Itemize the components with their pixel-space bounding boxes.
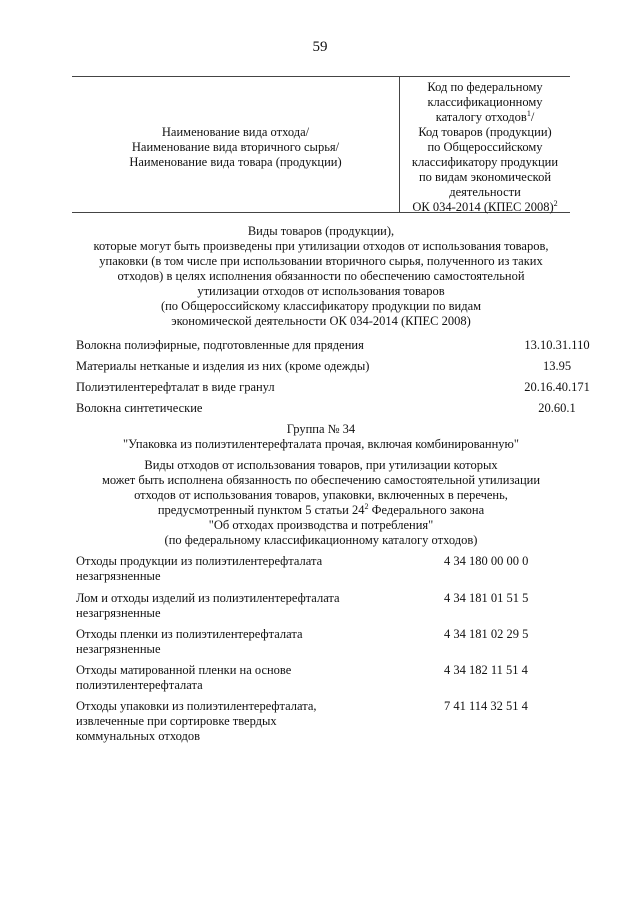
footnote-mark: 1 xyxy=(526,108,531,118)
footnote-mark: 2 xyxy=(364,501,369,511)
waste-name: Отходы матированной пленки на основе полиэтилентерефталата xyxy=(76,663,292,692)
header-top-rule xyxy=(72,76,570,77)
footnote-mark: 2 xyxy=(553,198,558,208)
header-left-line: Наименование вида отхода/ xyxy=(161,125,310,139)
waste-section-heading: Виды отходов от использования товаров, при утилизации которых может быть исполнена обязанность по обеспечению самостоятельной утилизации отходов от использования товаров, упаковки, включенных в перечень, предусмотренный пунктом 5 статьи $24^2$ Федерального закона "Об отходах производства и потребления" (по федеральному классификационному каталогу отходов) xyxy=(101,458,541,547)
header-right-line: Код товаров (продукции) xyxy=(418,125,552,139)
waste-name: Лом и отходы изделий из полиэтилентерефталата незагрязненные xyxy=(76,591,340,620)
header-right-line: классификатору продукции xyxy=(411,155,559,169)
goods-code: 20.60.1 xyxy=(538,401,576,415)
page-number: 59 xyxy=(312,39,328,55)
goods-name: Полиэтилентерефталат в виде гранул xyxy=(76,380,275,394)
header-right-line: по видам экономической xyxy=(418,170,552,184)
waste-name: Отходы продукции из полиэтилентерефталата незагрязненные xyxy=(76,554,323,583)
group-title: Группа № 34 xyxy=(286,422,356,436)
header-right-line: ОК 034-2014 (КПЕС 2008)$^2$ xyxy=(412,198,558,214)
header-right-line: Код по федеральному xyxy=(427,80,543,94)
waste-code: 4 34 181 02 29 5 xyxy=(444,627,529,641)
waste-code: 4 34 180 00 00 0 xyxy=(444,554,529,568)
waste-code: 4 34 182 11 51 4 xyxy=(444,663,528,677)
header-left-line: Наименование вида товара (продукции) xyxy=(129,155,342,169)
group-subtitle: "Упаковка из полиэтилентерефталата прочая, включая комбинированную" xyxy=(123,437,519,451)
goods-name: Волокна полиэфирные, подготовленные для прядения xyxy=(76,338,364,352)
header-right-line: по Общероссийскому xyxy=(427,140,543,154)
header-left-line: Наименование вида вторичного сырья/ xyxy=(131,140,340,154)
header-right-line: классификационному xyxy=(427,95,543,109)
goods-code: 13.95 xyxy=(542,359,572,373)
waste-code: 7 41 114 32 51 4 xyxy=(444,699,528,713)
header-left-column xyxy=(72,125,399,170)
waste-code: 4 34 181 01 51 5 xyxy=(444,591,529,605)
goods-name: Материалы нетканые и изделия из них (кроме одежды) xyxy=(76,359,370,373)
header-right-column xyxy=(400,80,570,215)
goods-name: Волокна синтетические xyxy=(76,401,203,415)
goods-code: 20.16.40.171 xyxy=(524,380,590,394)
header-right-line: деятельности xyxy=(449,185,521,199)
goods-code: 13.10.31.110 xyxy=(524,338,590,352)
group-heading xyxy=(72,422,570,452)
goods-section-heading: Виды товаров (продукции), которые могут быть произведены при утилизации отходов от использования товаров, упаковки (в том числе при использовании вторичного сырья, полученного из таких отходов) в целях исполнения обязанности по обеспечению самостоятельной утилизации отходов от использования товаров (по Общероссийскому классификатору продукции по видам экономической деятельности ОК 034-2014 (КПЕС 2008) xyxy=(93,224,549,328)
waste-name: Отходы пленки из полиэтилентерефталата незагрязненные xyxy=(76,627,303,656)
header-right-line: каталогу отходов$^1$/ xyxy=(435,108,535,124)
waste-name: Отходы упаковки из полиэтилентерефталата, извлеченные при сортировке твердых коммунальных отходов xyxy=(76,699,317,743)
